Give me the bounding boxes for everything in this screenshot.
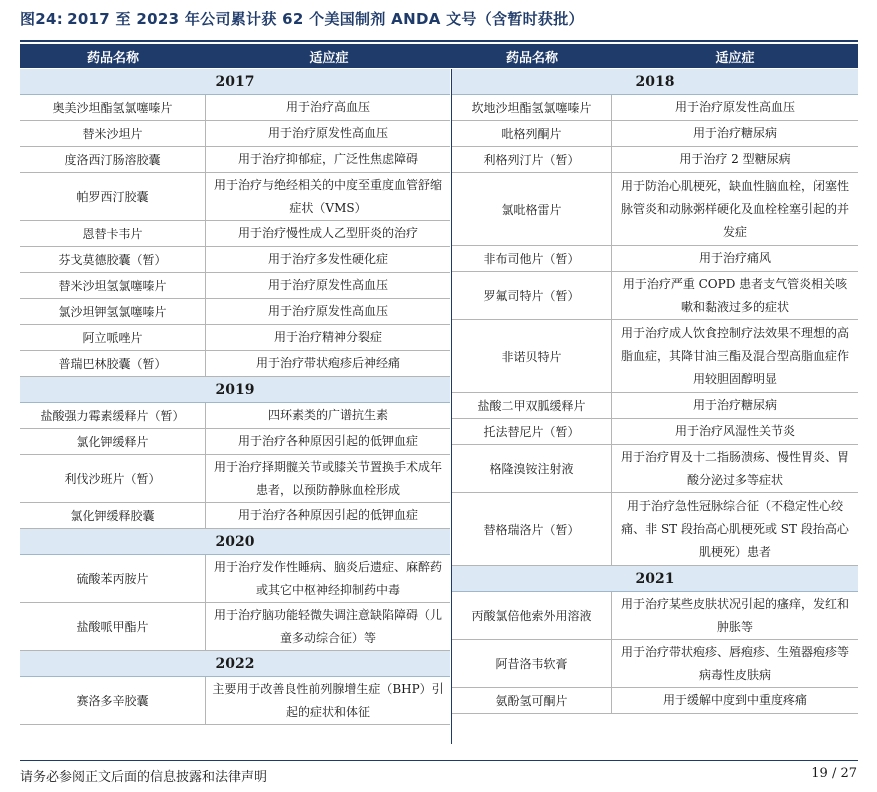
indication: 用于治疗原发性高血压 bbox=[267, 278, 388, 292]
drug-name: 氯吡格雷片 bbox=[452, 173, 612, 245]
drug-name: 芬戈莫德胶囊（暂） bbox=[20, 247, 206, 272]
drug-name: 丙酸氯倍他索外用溶液 bbox=[452, 592, 612, 639]
table-row bbox=[20, 221, 450, 247]
drug-name: 替格瑞洛片（暂） bbox=[452, 493, 612, 565]
left-column bbox=[20, 69, 450, 725]
drug-name: 奥美沙坦酯氢氯噻嗪片 bbox=[20, 95, 206, 120]
year-heading: 2020 bbox=[20, 529, 450, 555]
table-row bbox=[20, 173, 450, 221]
drug-name: 格隆溴铵注射液 bbox=[452, 445, 612, 492]
table-row bbox=[452, 393, 858, 419]
right-column bbox=[452, 69, 858, 714]
drug-name: 普瑞巴林胶囊（暂） bbox=[20, 351, 206, 376]
table-row bbox=[452, 246, 858, 272]
year-heading: 2018 bbox=[452, 69, 858, 95]
footer-rule bbox=[20, 760, 858, 761]
indication: 用于治疗脑功能轻微失调注意缺陷障碍（儿童多动综合征）等 bbox=[213, 607, 442, 645]
indication: 用于治疗带状疱疹后神经痛 bbox=[255, 356, 400, 370]
drug-name: 盐酸二甲双胍缓释片 bbox=[452, 393, 612, 418]
year-heading: 2017 bbox=[20, 69, 450, 95]
indication: 用于治疗某些皮肤状况引起的瘙痒，发红和肿胀等 bbox=[620, 596, 849, 634]
indication: 主要用于改善良性前列腺增生症（BHP）引起的症状和体征 bbox=[212, 681, 444, 719]
indication: 用于治疗带状疱疹、唇疱疹、生殖器疱疹等病毒性皮肤病 bbox=[620, 644, 849, 682]
drug-name: 非布司他片（暂） bbox=[452, 246, 612, 271]
table-row bbox=[452, 688, 858, 714]
table-row bbox=[452, 592, 858, 640]
indication: 用于缓解中度到中重度疼痛 bbox=[662, 693, 807, 707]
header-indication-right: 适应症 bbox=[715, 50, 755, 66]
indication: 用于治疗与绝经相关的中度至重度血管舒缩症状（VMS） bbox=[213, 177, 442, 215]
indication: 用于治疗原发性高血压 bbox=[674, 100, 795, 114]
footer-disclaimer: 请务必参阅正文后面的信息披露和法律声明 bbox=[20, 770, 268, 785]
year-heading: 2022 bbox=[20, 651, 450, 677]
indication: 用于治疗高血压 bbox=[285, 100, 370, 114]
indication: 用于治疗急性冠脉综合征（不稳定性心绞痛、非 ST 段抬高心肌梗死或 ST 段抬高心肌梗死）患者 bbox=[621, 498, 849, 559]
drug-name: 利格列汀片（暂） bbox=[452, 147, 612, 172]
indication: 用于治疗胃及十二指肠溃疡、慢性胃炎、胃酸分泌过多等症状 bbox=[620, 449, 849, 487]
table-row bbox=[20, 503, 450, 529]
figure-title bbox=[20, 8, 584, 29]
header-drug-right: 药品名称 bbox=[505, 50, 558, 66]
table-row bbox=[20, 273, 450, 299]
figure-number: 图24: bbox=[20, 10, 64, 28]
indication: 用于治疗原发性高血压 bbox=[267, 126, 388, 140]
drug-name: 氯化钾缓释片 bbox=[20, 429, 206, 454]
drug-name: 吡格列酮片 bbox=[452, 121, 612, 146]
table-row bbox=[20, 147, 450, 173]
table-row bbox=[452, 445, 858, 493]
indication: 用于治疗抑郁症，广泛性焦虑障碍 bbox=[237, 152, 418, 166]
table-row bbox=[452, 121, 858, 147]
drug-name: 罗氟司特片（暂） bbox=[452, 272, 612, 319]
indication: 用于治疗风湿性关节炎 bbox=[674, 424, 795, 438]
table-row bbox=[20, 325, 450, 351]
header-indication-left: 适应症 bbox=[309, 50, 349, 66]
indication: 用于治疗各种原因引起的低钾血症 bbox=[237, 434, 418, 448]
indication: 用于治疗发作性睡病、脑炎后遗症、麻醉药或其它中枢神经抑制药中毒 bbox=[213, 559, 442, 597]
drug-name: 赛洛多辛胶囊 bbox=[20, 677, 206, 724]
table-row bbox=[20, 95, 450, 121]
indication: 用于治疗多发性硬化症 bbox=[267, 252, 388, 266]
indication: 用于治疗 2 型糖尿病 bbox=[679, 152, 791, 166]
indication: 用于治疗择期髋关节或膝关节置换手术成年患者，以预防静脉血栓形成 bbox=[213, 459, 442, 497]
drug-name: 托法替尼片（暂） bbox=[452, 419, 612, 444]
table-row bbox=[452, 320, 858, 393]
table-row bbox=[20, 455, 450, 503]
table-row bbox=[452, 640, 858, 688]
drug-name: 度洛西汀肠溶胶囊 bbox=[20, 147, 206, 172]
year-heading: 2021 bbox=[452, 566, 858, 592]
table-row bbox=[20, 299, 450, 325]
indication: 用于治疗慢性成人乙型肝炎的治疗 bbox=[237, 226, 418, 240]
table-row bbox=[20, 677, 450, 725]
drug-name: 替米沙坦氢氯噻嗪片 bbox=[20, 273, 206, 298]
drug-name: 氯沙坦钾氢氯噻嗪片 bbox=[20, 299, 206, 324]
table-row bbox=[20, 555, 450, 603]
table-row bbox=[20, 603, 450, 651]
table-row bbox=[452, 493, 858, 566]
indication: 用于治疗糖尿病 bbox=[692, 126, 777, 140]
table-row bbox=[452, 147, 858, 173]
indication: 用于治疗糖尿病 bbox=[692, 398, 777, 412]
header-drug-left: 药品名称 bbox=[86, 50, 139, 66]
table-row bbox=[20, 403, 450, 429]
drug-name: 替米沙坦片 bbox=[20, 121, 206, 146]
drug-name: 非诺贝特片 bbox=[452, 320, 612, 392]
title-rule bbox=[20, 40, 858, 42]
drug-name: 硫酸苯丙胺片 bbox=[20, 555, 206, 602]
drug-name: 坎地沙坦酯氢氯噻嗪片 bbox=[452, 95, 612, 120]
page-number: 19 / 27 bbox=[811, 766, 857, 781]
indication: 用于治疗严重 COPD 患者支气管炎相关咳嗽和黏液过多的症状 bbox=[622, 276, 848, 314]
drug-name: 氯化钾缓释胶囊 bbox=[20, 503, 206, 528]
drug-name: 盐酸强力霉素缓释片（暂） bbox=[20, 403, 206, 428]
year-heading: 2019 bbox=[20, 377, 450, 403]
table-row bbox=[20, 429, 450, 455]
indication: 用于治疗各种原因引起的低钾血症 bbox=[237, 508, 418, 522]
indication: 用于防治心肌梗死，缺血性脑血栓，闭塞性脉管炎和动脉粥样硬化及血栓栓塞引起的并发症 bbox=[620, 178, 849, 239]
table-row bbox=[452, 95, 858, 121]
drug-name: 氨酚氢可酮片 bbox=[452, 688, 612, 713]
table-row bbox=[452, 419, 858, 445]
table-row bbox=[452, 173, 858, 246]
table-row bbox=[20, 121, 450, 147]
indication: 用于治疗成人饮食控制疗法效果不理想的高脂血症，其降甘油三酯及混合型高脂血症作用较胆固醇明显 bbox=[620, 325, 849, 386]
drug-name: 阿昔洛韦软膏 bbox=[452, 640, 612, 687]
table-row bbox=[452, 272, 858, 320]
drug-name: 帕罗西汀胶囊 bbox=[20, 173, 206, 220]
drug-name: 恩替卡韦片 bbox=[20, 221, 206, 246]
indication: 四环素类的广谱抗生素 bbox=[267, 408, 388, 422]
drug-name: 阿立哌唑片 bbox=[20, 325, 206, 350]
indication: 用于治疗原发性高血压 bbox=[267, 304, 388, 318]
drug-name: 盐酸哌甲酯片 bbox=[20, 603, 206, 650]
table-row bbox=[20, 247, 450, 273]
indication: 用于治疗痛风 bbox=[698, 251, 771, 265]
drug-name: 利伐沙班片（暂） bbox=[20, 455, 206, 502]
table-row bbox=[20, 351, 450, 377]
table-header bbox=[20, 44, 858, 68]
indication: 用于治疗精神分裂症 bbox=[273, 330, 382, 344]
figure-title-text: 2017 至 2023 年公司累计获 62 个美国制剂 ANDA 文号（含暂时获批） bbox=[67, 10, 584, 28]
